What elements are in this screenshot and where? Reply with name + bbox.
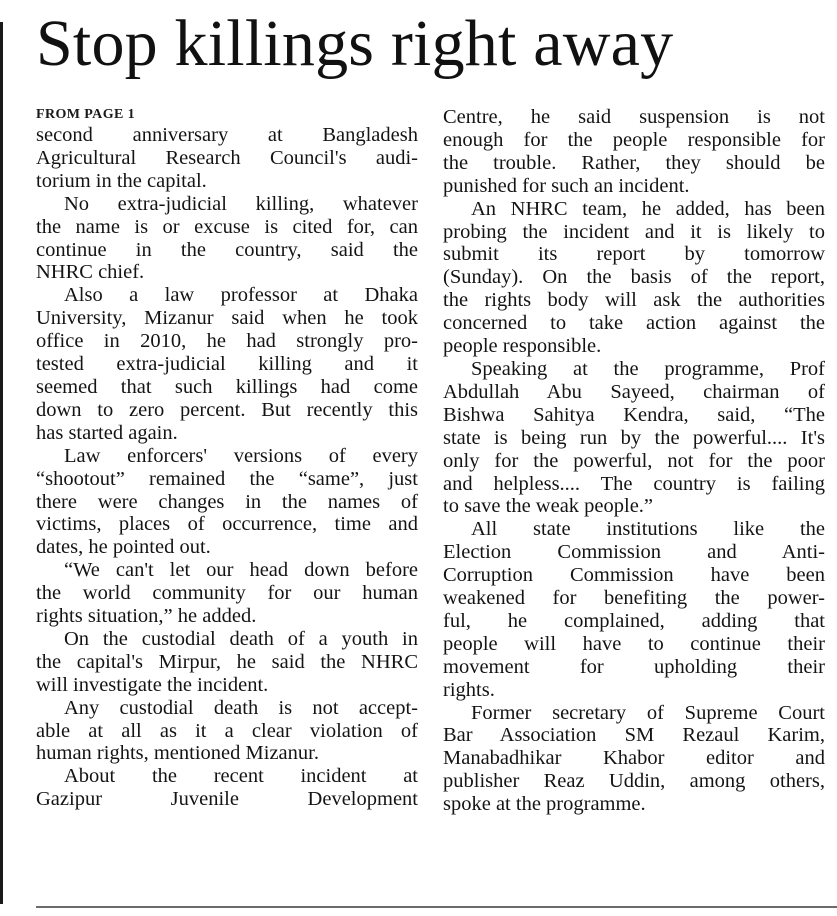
article-text-line: Centre, he said suspension is not [443,106,825,128]
article-text-line: tested extra-judicial killing and it [36,353,418,376]
article-column-right [443,106,825,816]
article-text-line: About the recent incident at [64,765,418,788]
article-text-line: people responsible. [443,335,602,358]
article-text-line: NHRC chief. [36,261,145,284]
article-text-line: ful, he complained, adding that [443,609,825,632]
article-text-line: publisher Reaz Uddin, among others, [443,770,825,793]
article-text-line: the capital's Mirpur, he said the NHRC [36,650,418,673]
article-text-line: Speaking at the programme, Prof [471,357,825,380]
article-text-line: All state institutions like the [471,518,825,541]
article-text-line: “shootout” remained the “same”, just [36,467,418,490]
article-text-line: concerned to take action against the [443,312,825,335]
article-text-line: submit its report by tomorrow [443,243,825,266]
article-text-line: Corruption Commission have been [443,564,825,587]
article-text-line: movement for upholding their [443,655,825,678]
article-text-line: “We can't let our head down before [64,559,418,582]
article-text-line: office in 2010, he had strongly pro- [36,330,418,353]
article-text-line: and helpless.... The country is failing [443,472,825,495]
article-text-line: victims, places of occurrence, time and [36,513,418,536]
article-text-line: has started again. [36,421,178,444]
article-text-line: No extra-judicial killing, whatever [64,192,418,215]
article-text-line: spoke at the programme. [443,793,646,816]
article-text-line: dates, he pointed out. [36,536,211,559]
article-text-line: only for the powerful, not for the poor [443,449,825,472]
article-text-line: people will have to continue their [443,632,825,655]
article-text-line: Any custodial death is not accept- [64,696,418,719]
article-column-left [36,106,418,811]
jump-line: FROM PAGE 1 [36,107,136,122]
article-text-line: Also a law professor at Dhaka [64,284,418,307]
article-text-line: the world community for our human [36,582,418,605]
left-column-rule [0,22,3,904]
article-text-line: rights. [443,678,495,701]
article-text-line: torium in the capital. [36,169,207,192]
article-text-line: An NHRC team, he added, has been [471,197,825,220]
article-text-line: Former secretary of Supreme Court [471,701,825,724]
article-text-line: the trouble. Rather, they should be [443,151,825,174]
article-text-line: (Sunday). On the basis of the report, [443,266,825,289]
bottom-rule [36,906,837,908]
article-text-line: down to zero percent. But recently this [36,398,418,421]
article-text-line: the rights body will ask the authorities [443,289,825,312]
article-text-line: Gazipur Juvenile Development [36,788,418,811]
article-text-line: continue in the country, said the [36,238,418,261]
article-text-line: Manabadhikar Khabor editor and [443,747,825,770]
article-text-line: human rights, mentioned Mizanur. [36,742,319,765]
article-text-line: there were changes in the names of [36,490,418,513]
article-text-line: enough for the people responsible for [443,128,825,151]
article-text-line: seemed that such killings had come [36,375,418,398]
article-text-line: weakened for benefiting the power- [443,587,825,610]
article-text-line: probing the incident and it is likely to [443,220,825,243]
article-text-line: able at all as it a clear violation of [36,719,418,742]
headline: Stop killings right away [36,7,674,80]
article-text-line: the name is or excuse is cited for, can [36,215,418,238]
article-text-line: will investigate the incident. [36,673,269,696]
article-text-line: to save the weak people.” [443,495,654,518]
article-text-line: state is being run by the powerful.... It's [443,426,825,449]
article-text-line: Election Commission and Anti- [443,541,825,564]
article-text-line: Bar Association SM Rezaul Karim, [443,724,825,747]
article-text-line: punished for such an incident. [443,174,690,197]
article-text-line: Agricultural Research Council's audi- [36,146,418,169]
article-text-line: rights situation,” he added. [36,605,257,628]
article-text-line: Abdullah Abu Sayeed, chairman of [443,380,825,403]
article-text-line: second anniversary at Bangladesh [36,124,418,146]
article-text-line: Bishwa Sahitya Kendra, said, “The [443,403,825,426]
article-text-line: On the custodial death of a youth in [64,627,418,650]
article-text-line: University, Mizanur said when he took [36,307,418,330]
article-text-line: Law enforcers' versions of every [64,444,418,467]
